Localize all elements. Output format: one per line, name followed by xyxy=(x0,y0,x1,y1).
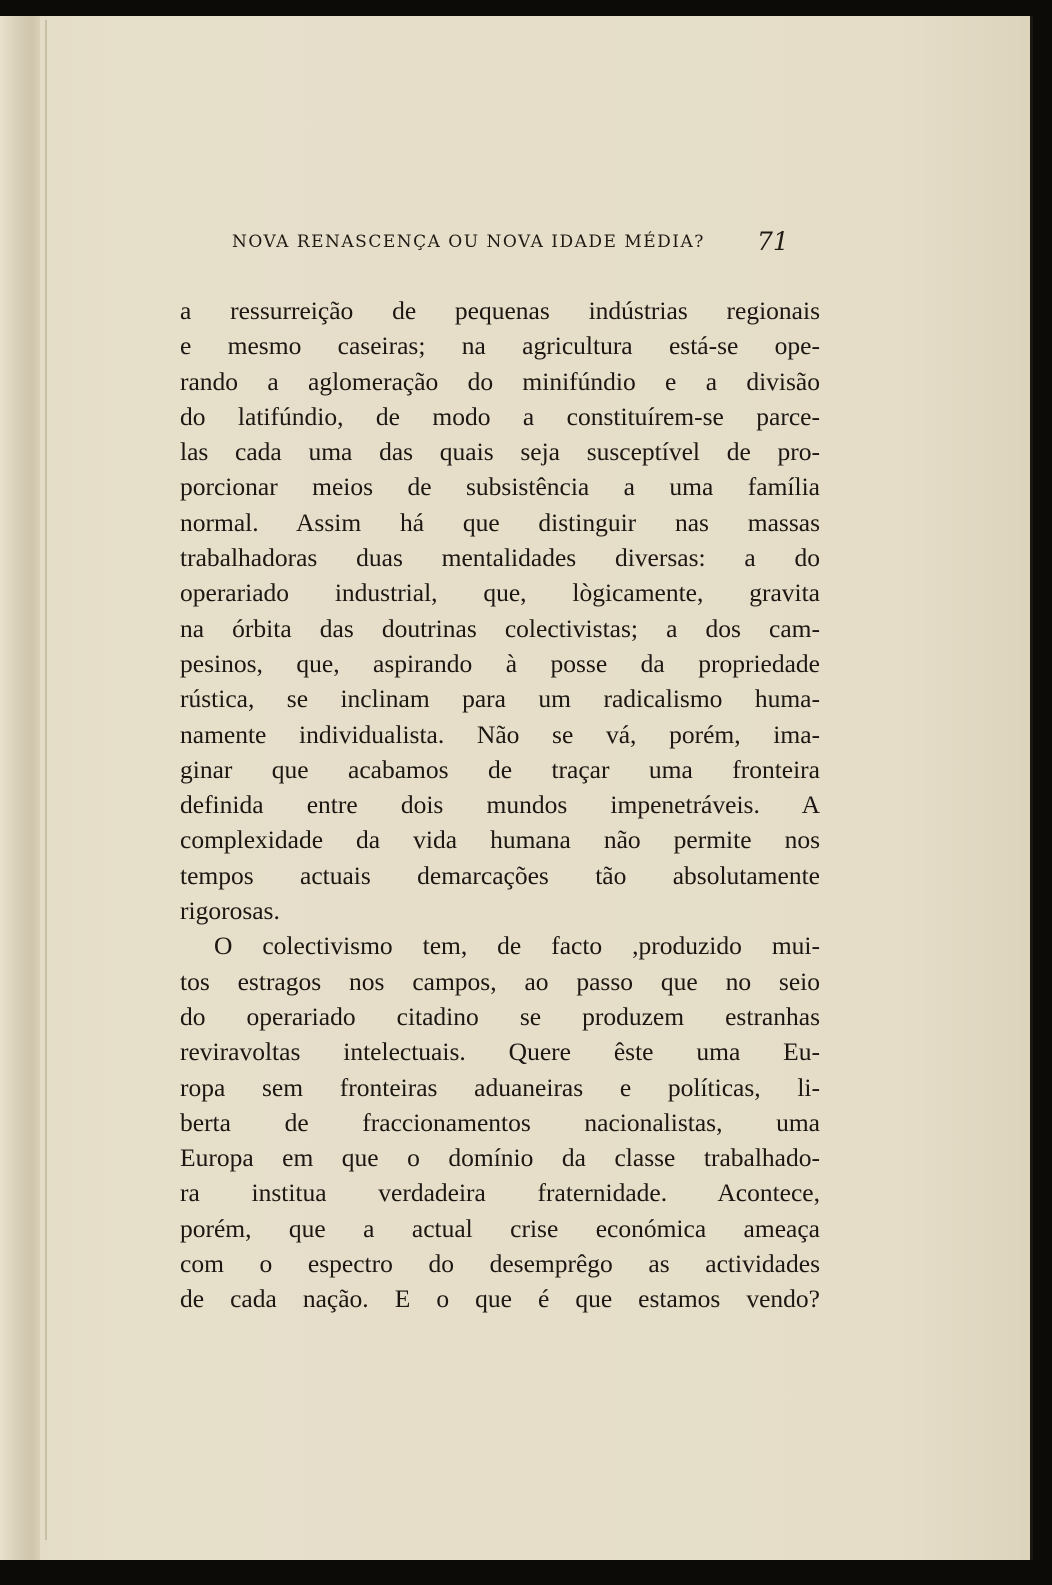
text-line: definida entre dois mundos impenetráveis. A xyxy=(180,790,820,820)
text-line: porcionar meios de subsistência a uma família xyxy=(180,472,820,502)
running-header xyxy=(232,229,822,259)
text-line: berta de fraccionamentos nacionalistas, uma xyxy=(180,1107,820,1137)
text-line: a ressurreição de pequenas indústrias regionais xyxy=(180,296,820,325)
text-line: porém, que a actual crise económica ameaça xyxy=(180,1213,820,1243)
running-title: NOVA RENASCENÇA OU NOVA IDADE MÉDIA? xyxy=(232,232,705,252)
text-line: rústica, se inclinam para um radicalismo huma- xyxy=(180,684,820,714)
text-line-paragraph-end: rigorosas. xyxy=(180,896,280,926)
text-line: de cada nação. E o que é que estamos vendo? xyxy=(180,1284,820,1314)
text-line: normal. Assim há que distinguir nas massas xyxy=(180,507,820,537)
text-line: tempos actuais demarcações tão absolutamente xyxy=(180,860,820,890)
text-line: do operariado citadino se produzem estranhas xyxy=(180,1001,820,1031)
text-line: ropa sem fronteiras aduaneiras e políticas, li- xyxy=(180,1072,820,1102)
text-line-paragraph-start: O colectivismo tem, de facto ,produzido mui- xyxy=(214,931,820,961)
text-line: tos estragos nos campos, ao passo que no seio xyxy=(180,966,820,996)
text-line: pesinos, que, aspirando à posse da propriedade xyxy=(180,648,820,678)
text-line: com o espectro do desemprêgo as actividades xyxy=(180,1249,820,1279)
text-line: complexidade da vida humana não permite nos xyxy=(180,825,820,855)
gutter-fold-line xyxy=(45,20,47,1540)
text-line: operariado industrial, que, lògicamente, gravita xyxy=(180,578,820,608)
page-gutter xyxy=(0,12,40,1560)
text-line: namente individualista. Não se vá, porém, ima- xyxy=(180,719,820,749)
text-line: e mesmo caseiras; na agricultura está-se ope- xyxy=(180,331,820,361)
page-number: 71 xyxy=(757,227,789,256)
text-line: ginar que acabamos de traçar uma fronteira xyxy=(180,754,820,784)
text-line: na órbita das doutrinas colectivistas; a dos cam- xyxy=(180,613,820,643)
body-text xyxy=(180,293,820,1317)
scan-border-top xyxy=(0,0,1052,16)
text-line: Europa em que o domínio da classe trabalhado- xyxy=(180,1143,820,1173)
text-line: rando a aglomeração do minifúndio e a divisão xyxy=(180,366,820,396)
text-line: reviravoltas intelectuais. Quere êste uma Eu- xyxy=(180,1037,820,1067)
text-line: do latifúndio, de modo a constituírem-se parce- xyxy=(180,401,820,431)
text-line: las cada uma das quais seja susceptível de pro- xyxy=(180,437,820,467)
text-line: ra institua verdadeira fraternidade. Acontece, xyxy=(180,1178,820,1208)
text-line: trabalhadoras duas mentalidades diversas: a do xyxy=(180,543,820,573)
